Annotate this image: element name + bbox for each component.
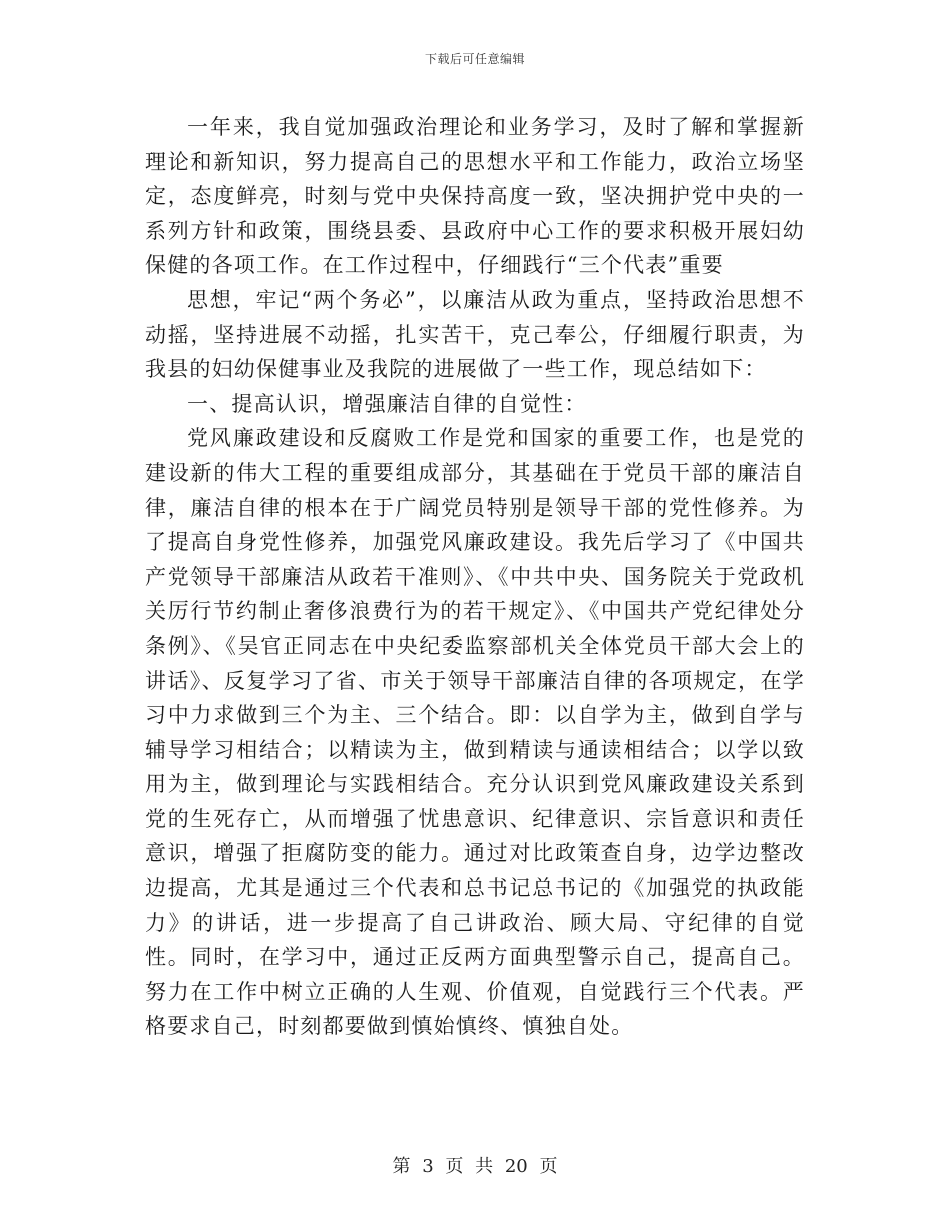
document-body — [145, 110, 805, 1044]
paragraph-intro: 一年来，我自觉加强政治理论和业务学习，及时了解和掌握新理论和新知识，努力提高自己的思想水平和工作能力，政治立场坚定，态度鲜亮，时刻与党中央保持高度一致，坚决拥护党中央的一系列方针和政策，围绕县委、县政府中心工作的要求积极开展妇幼保健的各项工作。在工作过程中，仔细践行“三个代表”重要 — [145, 115, 805, 278]
paragraph-section-body: 党风廉政建设和反腐败工作是党和国家的重要工作，也是党的建设新的伟大工程的重要组成部分，其基础在于党员干部的廉洁自律，廉洁自律的根本在于广阔党员特别是领导干部的党性修养。为了提高自身党性修养，加强党风廉政建设。我先后学习了《中国共产党领导干部廉洁从政若干准则》、《中共中央、国务院关于党政机关厉行节约制止奢侈浪费行为的若干规定》、《中国共产党纪律处分条例》、《吴官正同志在中央纪委监察部机关全体党员干部大会上的讲话》、反复学习了省、市关于领导干部廉洁自律的各项规定，在学习中力求做到三个为主、三个结合。即：以自学为主，做到自学与辅导学习相结合；以精读为主，做到精读与通读相结合；以学以致用为主，做到理论与实践相结合。充分认识到党风廉政建设关系到党的生死存亡，从而增强了忧患意识、纪律意识、宗旨意识和责任意识，增强了拒腐防变的能力。通过对比政策查自身，边学边整改边提高，尤其是通过三个代表和总书记总书记的《加强党的执政能力》的讲话，进一步提高了自己讲政治、顾大局、守纪律的自觉性。同时，在学习中，通过正反两方面典型警示自己，提高自己。努力在工作中树立正确的人生观、价值观，自觉践行三个代表。严格要求自己，时刻都要做到慎始慎终、慎独自处。 — [145, 426, 805, 1039]
section-heading: 一、提高认识，增强廉洁自律的自觉性： — [187, 391, 587, 416]
page-header: 下载后可任意编辑 — [424, 52, 525, 66]
paragraph-summary: 思想，牢记“两个务必”，以廉洁从政为重点，坚持政治思想不动摇，坚持进展不动摇，扎实苦干，克己奉公，仔细履行职责，为我县的妇幼保健事业及我院的进展做了一些工作，现总结如下： — [145, 287, 805, 382]
page-number: 第 3 页 共 20 页 — [392, 1156, 558, 1177]
